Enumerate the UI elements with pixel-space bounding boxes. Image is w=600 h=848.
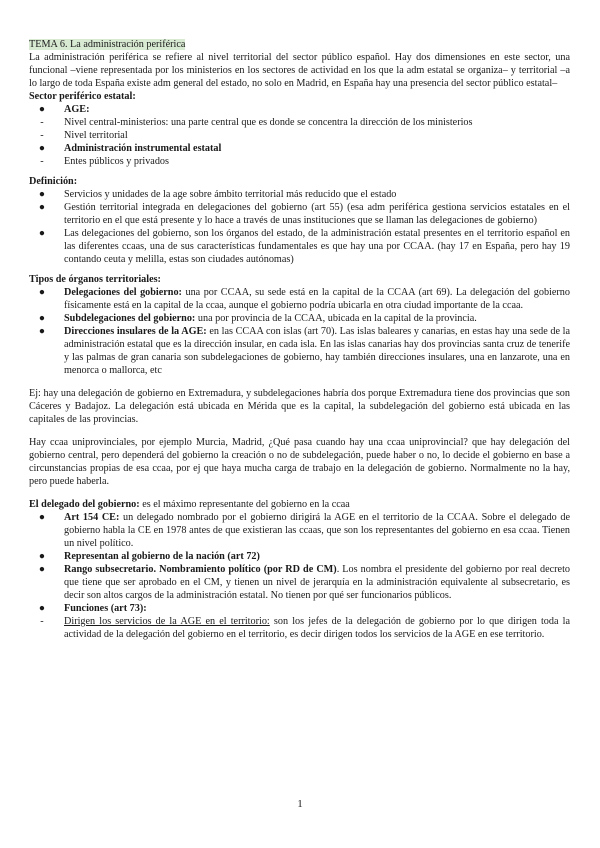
definicion-list [29,188,570,266]
dash-marker: - [40,130,44,141]
tipos-list [29,286,570,377]
sector-item: - Nivel central-ministerios: una parte central que es donde se concentra la dirección de los ministerios [29,116,570,129]
bullet-marker: ● [38,228,46,239]
title-line [29,38,570,51]
ejemplo-paragraph: Ej: hay una delegación de gobierno en Extremadura, y subdelegaciones habría dos porque Extremadura tiene dos provincias que son Cáceres y Badajoz. La delegación está ubicada en Mérida que es la capital, la subdelegación del gobierno está ubicada en las capitales de las provincias. [29,388,570,425]
delegado-heading: El delegado del gobierno: [29,499,140,510]
sector-item: ● AGE: [29,103,570,116]
definicion-item: ● Gestión territorial integrada en delegaciones del gobierno (art 55) (esa adm periférica gestiona servicios estatales en el territorio en el que está presente y lo hace a través de unas instituciones que se llaman las delegaciones de gobierno) [29,201,570,227]
intro-paragraph: La administración periférica se refiere al nivel territorial del sector público español. Hay dos dimensiones en este sector, una funcional –viene representada por los ministerios en los sectores de actividad en los que la adm estatal se organiza– y territorial –a lo largo de toda España existe adm general del estado, no solo en Madrid, en España hay una presencia del sector público estatal– [29,52,570,89]
sector-item: ● Administración instrumental estatal [29,142,570,155]
bullet-marker: ● [38,202,46,213]
bullet-marker: ● [38,313,46,324]
delegado-list [29,511,570,641]
delegado-item: - Dirigen los servicios de la AGE en el territorio: son los jefes de la delegación de gobierno por lo que dirigen toda la actividad de la delegación del gobierno en el territorio, es decir dirigen todos los servicios de la AGE en ese territorio. [29,615,570,641]
dash-marker: - [40,616,44,627]
bullet-marker: ● [38,551,46,562]
sector-item: - Nivel territorial [29,129,570,142]
uniprovinciales-paragraph: Hay ccaa uniprovinciales, por ejemplo Murcia, Madrid, ¿Qué pasa cuando hay una ccaa uniprovincial? que hay delegación del gobierno central, pero dependerá del gobierno la creación o no de subdelegación, puede haber o no, lo decide el gobierno en base a circunstancias propias de esa ccaa, por ej que haya mucha carga de trabajo en la delegación de gobierno. Normalmente no la hay, pero puede haberla. [29,437,570,487]
definicion-heading: Definición: [29,176,78,187]
bullet-marker: ● [38,603,46,614]
definicion-item: ● Servicios y unidades de la age sobre ámbito territorial más reducido que el estado [29,188,570,201]
delegado-heading-line: El delegado del gobierno: es el máximo representante del gobierno en la ccaa [29,499,350,510]
dash-marker: - [40,156,44,167]
sector-item: - Entes públicos y privados [29,155,570,168]
sector-heading: Sector periférico estatal: [29,91,136,102]
dash-marker: - [40,117,44,128]
tipos-item: ● Delegaciones del gobierno: una por CCAA, su sede está en la capital de la CCAA (art 69). La delegación del gobierno físicamente está en la capital de la ccaa, aunque el gobierno podría ubicarla en otra ciudad importante de la ccaa. [29,286,570,312]
delegado-item: ● Art 154 CE: un delegado nombrado por el gobierno dirigirá la AGE en el territorio de la CCAA. Sobre el delegado de gobierno habla la CE en 1978 antes de que existieran las ccaas, que son los representantes del gobierno en esa ccaa. Tienen un nivel político. [29,511,570,550]
document-page [29,38,570,641]
delegado-item: ● Rango subsecretario. Nombramiento político (por RD de CM). Los nombra el presidente del gobierno por real decreto que tiene que ser aprobado en el CM, y tienen un nivel de jerarquía en la administración equivalente al subsecretario, es decir son altos cargos de la administración estatal. No tienen por qué ser funcionarios públicos. [29,563,570,602]
page-number: 1 [297,798,303,810]
sector-list [29,103,570,168]
tipos-item: ● Direcciones insulares de la AGE: en las CCAA con islas (art 70). Las islas baleares y canarias, en estas hay una sede de la administración estatal que es la dirección insular, en cada isla. En las islas canarias hay dos provincias santa cruz de tenerife y las palmas de gran canaria son subdelegaciones de gobierno, hay también direcciones insulares, una en lanzarote, una en menorca o mallorca, etc [29,325,570,377]
bullet-marker: ● [38,287,46,298]
delegado-item: ● Representan al gobierno de la nación (art 72) [29,550,570,563]
bullet-marker: ● [38,104,46,115]
delegado-item: ● Funciones (art 73): [29,602,570,615]
bullet-marker: ● [38,564,46,575]
bullet-marker: ● [38,512,46,523]
tipos-item: ● Subdelegaciones del gobierno: una por provincia de la CCAA, ubicada en la capital de la provincia. [29,312,570,325]
bullet-marker: ● [38,143,46,154]
definicion-item: ● Las delegaciones del gobierno, son los órganos del estado, de la administración estatal presentes en el territorio español en las diferentes ccaas, una de sus características fundamentales es que hay una por CCAA. (hay 17 en España, pero hay 19 contando ceuta y melilla, estas son ciudades autónomas) [29,227,570,266]
document-title: TEMA 6. La administración periférica [29,39,186,50]
bullet-marker: ● [38,189,46,200]
tipos-heading: Tipos de órganos territoriales: [29,274,161,285]
bullet-marker: ● [38,326,46,337]
